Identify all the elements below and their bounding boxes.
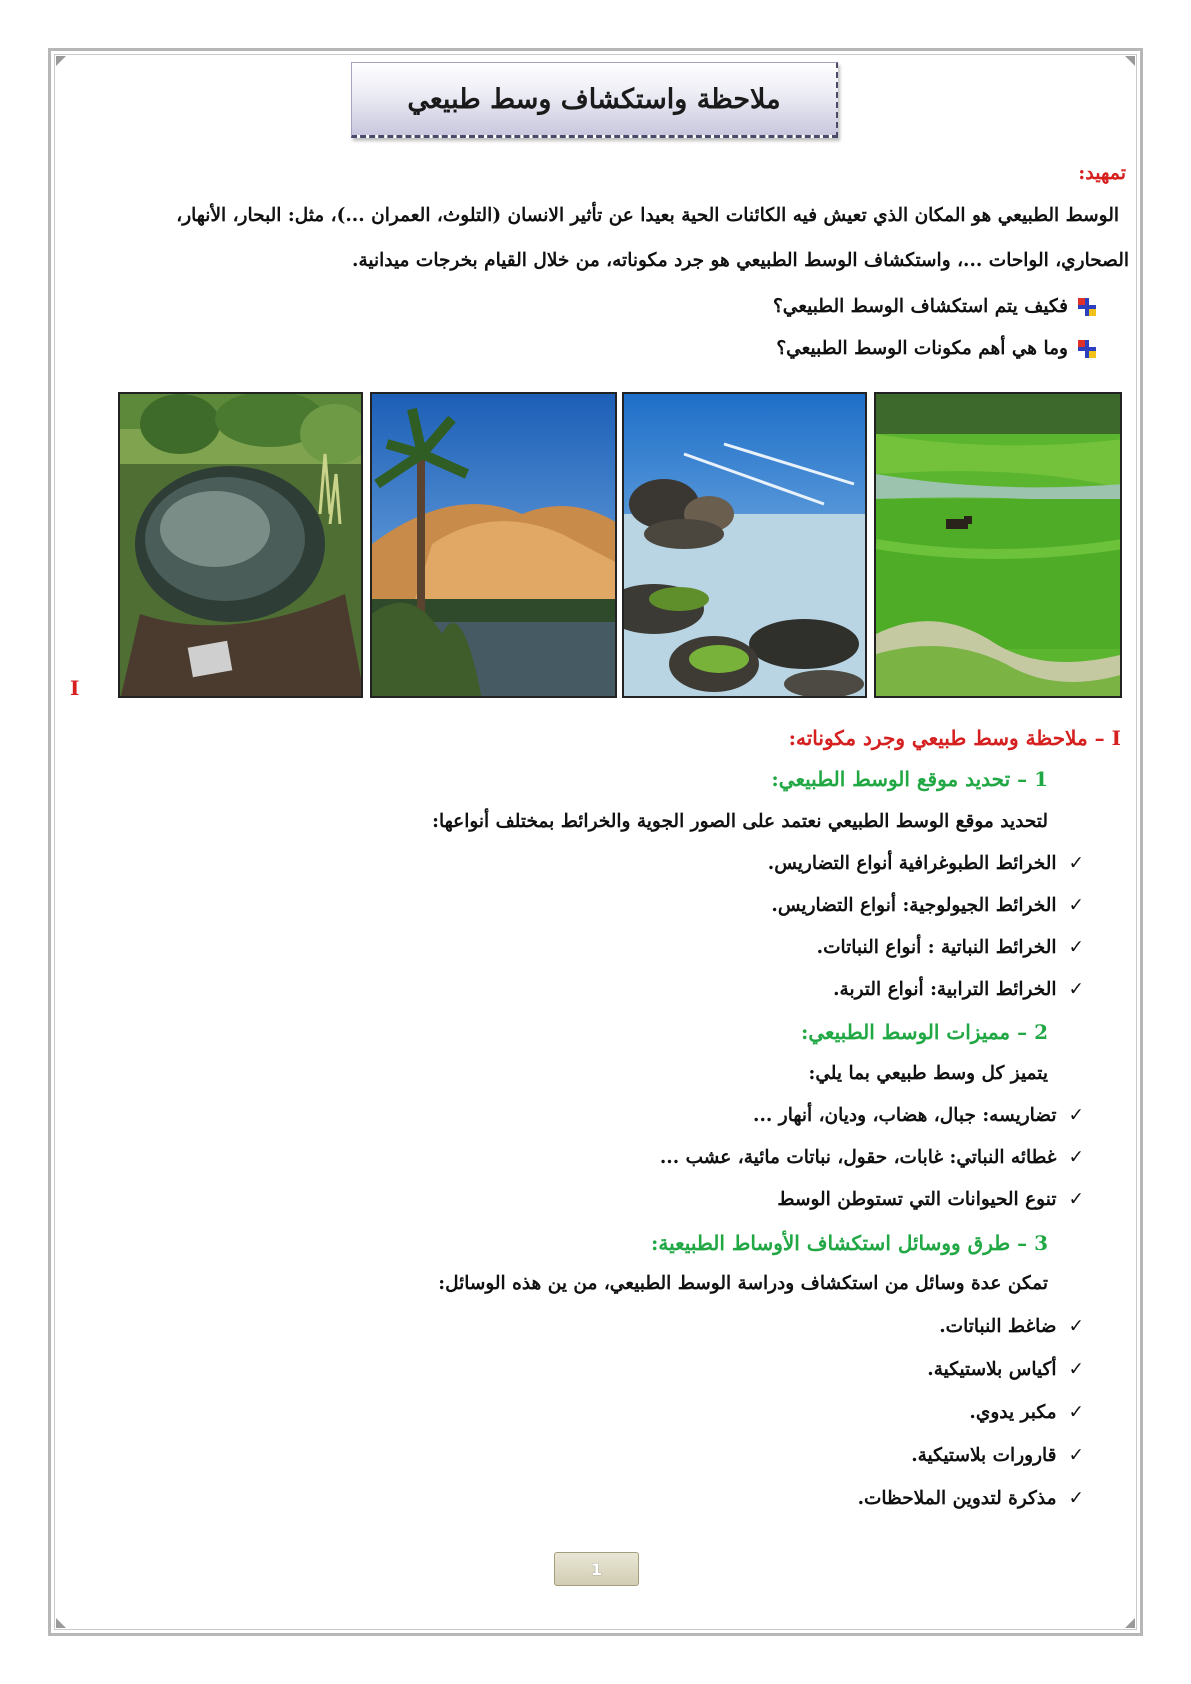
colored-plus-bullet-icon — [1078, 340, 1096, 358]
figure-marker: I — [70, 676, 80, 700]
check-mark-icon: ✓ — [1068, 895, 1084, 916]
question-item — [776, 338, 1096, 359]
check-mark-icon: ✓ — [1068, 1189, 1084, 1210]
page-title: ملاحظة واستكشاف وسط طبيعي — [407, 83, 781, 115]
corner-ornament — [56, 56, 66, 66]
question-text: وما هي أهم مكونات الوسط الطبيعي؟ — [776, 338, 1068, 359]
sea-shore-photo — [622, 392, 867, 698]
check-mark-icon: ✓ — [1068, 1105, 1084, 1126]
check-mark-icon: ✓ — [1068, 1488, 1084, 1509]
meadow-photo — [874, 392, 1122, 698]
question-item — [773, 296, 1096, 317]
corner-ornament — [1125, 1618, 1135, 1628]
list-item: ✓الخرائط الجيولوجية: أنواع التضاريس. — [771, 895, 1084, 916]
list-item: ✓أكياس بلاستيكية. — [927, 1359, 1084, 1380]
list-item: ✓مكبر يدوي. — [969, 1402, 1084, 1423]
intro-heading: تمهيد: — [1078, 162, 1126, 184]
check-mark-icon: ✓ — [1068, 1359, 1084, 1380]
list-item: ✓ضاغط النباتات. — [939, 1316, 1084, 1337]
subsection-3-intro: تمكن عدة وسائل من استكشاف ودراسة الوسط الطبيعي، من ين هذه الوسائل: — [438, 1273, 1048, 1294]
list-item: ✓تنوع الحيوانات التي تستوطن الوسط — [777, 1189, 1084, 1210]
intro-paragraph-line-1: الوسط الطبيعي هو المكان الذي تعيش فيه الكائنات الحية بعيدا عن تأثير الانسان (التلوث، العمران ...)، مثل: البحار، الأنهار، — [176, 205, 1119, 226]
subsection-heading-2: 2 – مميزات الوسط الطبيعي: — [800, 1020, 1048, 1044]
check-mark-icon: ✓ — [1068, 1316, 1084, 1337]
intro-paragraph-line-2: الصحاري، الواحات ...، واستكشاف الوسط الطبيعي هو جرد مكوناته، من خلال القيام بخرجات ميدانية. — [352, 250, 1129, 271]
colored-plus-bullet-icon — [1078, 298, 1096, 316]
check-mark-icon: ✓ — [1068, 1147, 1084, 1168]
list-item: ✓قارورات بلاستيكية. — [911, 1445, 1084, 1466]
subsection-heading-1: 1 – تحديد موقع الوسط الطبيعي: — [771, 767, 1048, 791]
subsection-heading-3: 3 – طرق ووسائل استكشاف الأوساط الطبيعية: — [651, 1231, 1048, 1255]
corner-ornament — [56, 1618, 66, 1628]
subsection-2-intro: يتميز كل وسط طبيعي بما يلي: — [808, 1063, 1048, 1084]
page-border-inner — [54, 54, 1137, 1630]
list-item: ✓غطائه النباتي: غابات، حقول، نباتات مائية، عشب ... — [659, 1147, 1084, 1168]
check-mark-icon: ✓ — [1068, 979, 1084, 1000]
list-item: ✓الخرائط الترابية: أنواع التربة. — [833, 979, 1084, 1000]
question-text: فكيف يتم استكشاف الوسط الطبيعي؟ — [772, 296, 1068, 317]
desert-oasis-photo — [370, 392, 617, 698]
check-mark-icon: ✓ — [1068, 853, 1084, 874]
list-item: ✓الخرائط النباتية : أنواع النباتات. — [816, 937, 1084, 958]
check-mark-icon: ✓ — [1068, 1445, 1084, 1466]
page-number: 1 — [554, 1552, 639, 1586]
check-mark-icon: ✓ — [1068, 937, 1084, 958]
check-mark-icon: ✓ — [1068, 1402, 1084, 1423]
list-item: ✓مذكرة لتدوين الملاحظات. — [857, 1488, 1084, 1509]
corner-ornament — [1125, 56, 1135, 66]
subsection-1-intro: لتحديد موقع الوسط الطبيعي نعتمد على الصور الجوية والخرائط بمختلف أنواعها: — [432, 811, 1048, 832]
section-heading: I – ملاحظة وسط طبيعي وجرد مكوناته: — [788, 726, 1121, 750]
pond-photo — [118, 392, 363, 698]
title-box — [351, 62, 838, 138]
list-item: ✓الخرائط الطبوغرافية أنواع التضاريس. — [767, 853, 1084, 874]
list-item: ✓تضاريسه: جبال، هضاب، وديان، أنهار ... — [753, 1105, 1084, 1126]
